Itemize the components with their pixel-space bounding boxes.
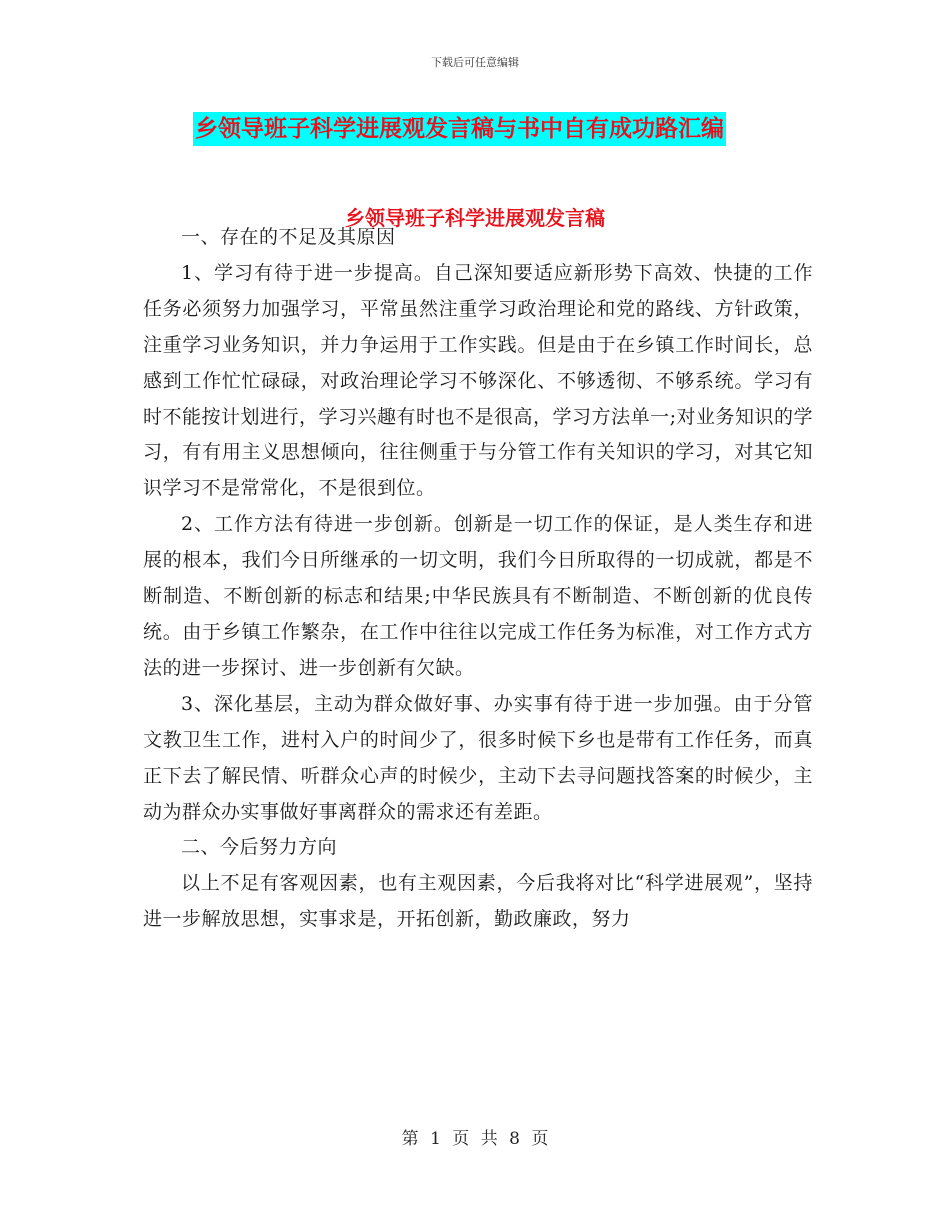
heading-deficiencies: 一、存在的不足及其原因 bbox=[181, 226, 396, 248]
paragraph-direction: 以上不足有客观因素，也有主观因素，今后我将对比“科学进展观”，坚持进一步解放思想，实事求是，开拓创新，勤政廉政，努力 bbox=[143, 872, 813, 931]
document-main-title: 乡领导班子科学进展观发言稿与书中自有成功路汇编 bbox=[193, 112, 726, 146]
header-note: 下载后可任意编辑 bbox=[431, 56, 519, 69]
page-number-footer: 第 1 页 共 8 页 bbox=[401, 1129, 549, 1149]
paragraph-innovation: 2、工作方法有待进一步创新。创新是一切工作的保证，是人类生存和进展的根本，我们今日所继承的一切文明，我们今日所取得的一切成就，都是不断制造、不断创新的标志和结果;中华民族具有不断制造、不断创新的优良传统。由于乡镇工作繁杂，在工作中往往以完成工作任务为标准，对工作方式方法的进一步探讨、进一步创新有欠缺。 bbox=[143, 513, 813, 679]
paragraph-grassroots: 3、深化基层，主动为群众做好事、办实事有待于进一步加强。由于分管文教卫生工作，进村入户的时间少了，很多时候下乡也是带有工作任务，而真正下去了解民情、听群众心声的时候少，主动下去寻问题找答案的时候少，主动为群众办实事做好事离群众的需求还有差距。 bbox=[143, 692, 813, 823]
paragraph-study: 1、学习有待于进一步提高。自己深知要适应新形势下高效、快捷的工作任务必须努力加强学习，平常虽然注重学习政治理论和党的路线、方针政策，注重学习业务知识，并力争运用于工作实践。但是由于在乡镇工作时间长，总感到工作忙忙碌碌，对政治理论学习不够深化、不够透彻、不够系统。学习有时不能按计划进行，学习兴趣有时也不是很高，学习方法单一;对业务知识的学习，有有用主义思想倾向，往往侧重于与分管工作有关知识的学习，对其它知识学习不是常常化，不是很到位。 bbox=[143, 261, 813, 500]
body-text bbox=[143, 220, 813, 938]
heading-direction: 二、今后努力方向 bbox=[181, 836, 338, 859]
section-title: 乡领导班子科学进展观发言稿 bbox=[345, 206, 605, 230]
